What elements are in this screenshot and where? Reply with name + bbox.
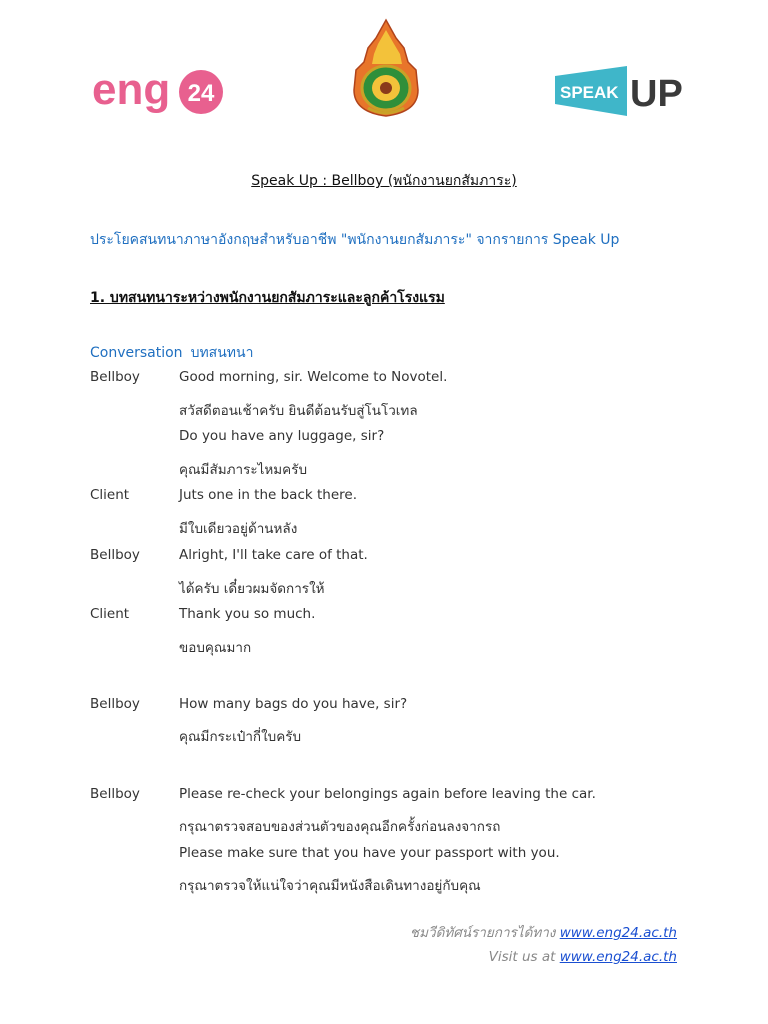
dialogue-text: ขอบคุณมาก <box>179 640 252 656</box>
section-heading: 1. บทสนทนาระหว่างพนักงานยกสัมภาระและลูกค้าโรงแรม <box>90 290 445 306</box>
dialogue-text: Good morning, sir. Welcome to Novotel. <box>179 369 448 385</box>
conversation-heading-th: บทสนทนา <box>190 345 254 361</box>
dialogue-text: Please re-check your belongings again before leaving the car. <box>179 786 596 802</box>
dialogue-text: คุณมีกระเป๋ากี่ใบครับ <box>179 729 302 745</box>
dialogue-speaker: Client <box>90 606 130 622</box>
dialogue-speaker: Bellboy <box>90 786 140 802</box>
footer-line-thai <box>410 921 677 943</box>
document-title: Speak Up : Bellboy (พนักงานยกสัมภาระ) <box>251 173 517 189</box>
intro-text: ประโยคสนทนาภาษาอังกฤษสำหรับอาชีพ "พนักงานยกสัมภาระ" จากรายการ Speak Up <box>90 232 620 248</box>
dialogue-text: กรุณาตรวจให้แน่ใจว่าคุณมีหนังสือเดินทางอยู่กับคุณ <box>179 878 481 894</box>
dialogue-text: Do you have any luggage, sir? <box>179 428 385 444</box>
conversation-heading-en: Conversation <box>90 345 183 361</box>
eng24-logo <box>92 62 226 120</box>
speakup-logo-up: UP <box>630 73 683 115</box>
speakup-logo-speak: SPEAK <box>560 83 619 102</box>
dialogue-text: Please make sure that you have your passport with you. <box>179 845 560 861</box>
dialogue-text: คุณมีสัมภาระไหมครับ <box>179 462 308 478</box>
speakup-logo <box>555 62 683 118</box>
dialogue-text: กรุณาตรวจสอบของส่วนตัวของคุณอีกครั้งก่อนลงจากรถ <box>179 819 501 835</box>
eng24-logo-number: 24 <box>187 80 215 107</box>
dialogue-speaker: Bellboy <box>90 696 140 712</box>
dialogue-text: ได้ครับ เดี๋ยวผมจัดการให้ <box>179 581 325 597</box>
school-seal-logo <box>350 18 422 118</box>
footer-english-prefix: Visit us at <box>488 949 556 965</box>
website-link[interactable]: www.eng24.ac.th <box>559 949 677 965</box>
footer-line-english <box>489 949 677 965</box>
footer-thai-prefix: ชมวีดิทัศน์รายการได้ทาง <box>409 925 556 941</box>
dialogue-text: How many bags do you have, sir? <box>179 696 408 712</box>
dialogue-text: Juts one in the back there. <box>179 487 357 503</box>
dialogue-text: สวัสดีตอนเช้าครับ ยินดีต้อนรับสู่โนโวเทล <box>179 403 418 419</box>
dialogue-text: มีใบเดียวอยู่ด้านหลัง <box>179 521 298 537</box>
conversation-heading <box>90 342 253 364</box>
dialogue-speaker: Bellboy <box>90 547 140 563</box>
dialogue-speaker: Client <box>90 487 130 503</box>
eng24-logo-text: eng <box>92 65 171 114</box>
dialogue-speaker: Bellboy <box>90 369 140 385</box>
dialogue-text: Alright, I'll take care of that. <box>179 547 368 563</box>
dialogue-text: Thank you so much. <box>179 606 316 622</box>
website-link[interactable]: www.eng24.ac.th <box>559 925 677 941</box>
